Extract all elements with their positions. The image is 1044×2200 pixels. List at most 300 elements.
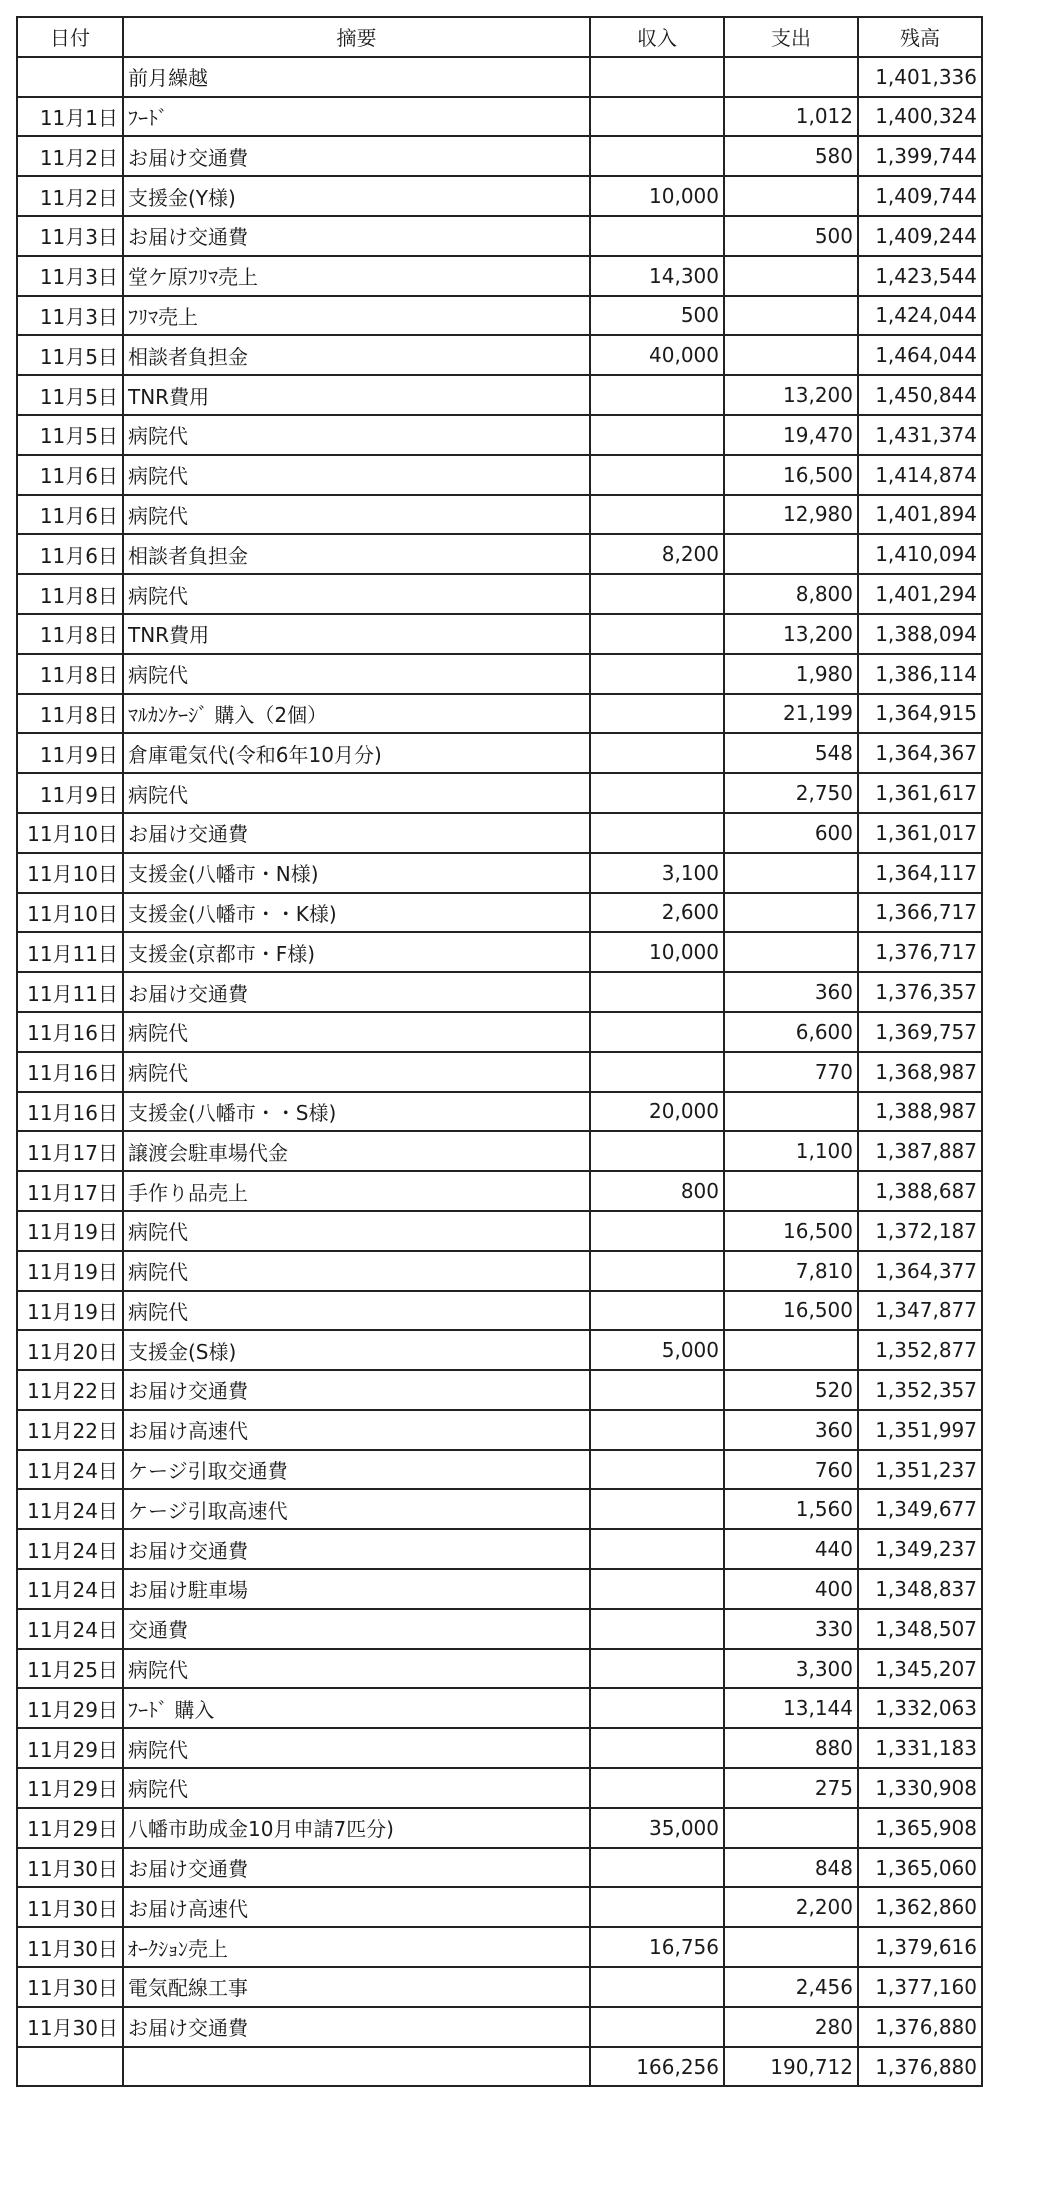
row-description: お届け交通費 — [123, 2007, 590, 2047]
row-income — [590, 1688, 724, 1728]
row-balance: 1,388,094 — [858, 614, 982, 654]
row-date: 11月5日 — [17, 375, 123, 415]
table-row — [17, 813, 982, 853]
row-expense: 16,500 — [724, 455, 858, 495]
table-row — [17, 1450, 982, 1490]
row-expense: 848 — [724, 1848, 858, 1888]
row-date: 11月8日 — [17, 574, 123, 614]
row-date: 11月16日 — [17, 1092, 123, 1132]
row-balance: 1,401,336 — [858, 57, 982, 97]
row-date: 11月3日 — [17, 256, 123, 296]
row-date: 11月19日 — [17, 1251, 123, 1291]
row-date: 11月24日 — [17, 1529, 123, 1569]
row-description: 八幡市助成金10月申請7匹分) — [123, 1808, 590, 1848]
row-date: 11月24日 — [17, 1450, 123, 1490]
row-balance: 1,388,687 — [858, 1171, 982, 1211]
row-income: 8,200 — [590, 534, 724, 574]
row-description: お届け交通費 — [123, 136, 590, 176]
table-row — [17, 1489, 982, 1529]
row-expense — [724, 1808, 858, 1848]
table-row — [17, 1251, 982, 1291]
header-income: 収入 — [590, 17, 724, 57]
row-balance: 1,361,617 — [858, 773, 982, 813]
row-date: 11月29日 — [17, 1768, 123, 1808]
row-income: 16,756 — [590, 1927, 724, 1967]
table-row — [17, 1171, 982, 1211]
row-balance: 1,365,060 — [858, 1848, 982, 1888]
row-balance: 1,423,544 — [858, 256, 982, 296]
row-balance: 1,362,860 — [858, 1887, 982, 1927]
row-description: ﾌｰﾄﾞ — [123, 97, 590, 137]
row-balance: 1,361,017 — [858, 813, 982, 853]
row-date: 11月6日 — [17, 534, 123, 574]
table-row — [17, 1609, 982, 1649]
row-date: 11月30日 — [17, 1887, 123, 1927]
row-balance: 1,431,374 — [858, 415, 982, 455]
row-balance: 1,364,367 — [858, 733, 982, 773]
row-balance: 1,352,357 — [858, 1370, 982, 1410]
row-description: 支援金(S様) — [123, 1330, 590, 1370]
row-balance: 1,330,908 — [858, 1768, 982, 1808]
row-income — [590, 375, 724, 415]
row-balance: 1,348,507 — [858, 1609, 982, 1649]
row-description: ケージ引取高速代 — [123, 1489, 590, 1529]
row-date: 11月30日 — [17, 1848, 123, 1888]
row-income — [590, 1370, 724, 1410]
row-date: 11月22日 — [17, 1370, 123, 1410]
row-expense: 880 — [724, 1728, 858, 1768]
row-expense: 330 — [724, 1609, 858, 1649]
row-expense — [724, 296, 858, 336]
row-description: 相談者負担金 — [123, 335, 590, 375]
row-expense: 6,600 — [724, 1012, 858, 1052]
row-description: 病院代 — [123, 1291, 590, 1331]
row-date: 11月29日 — [17, 1728, 123, 1768]
row-expense: 440 — [724, 1529, 858, 1569]
table-row — [17, 1927, 982, 1967]
row-expense: 548 — [724, 733, 858, 773]
row-description: 病院代 — [123, 574, 590, 614]
row-income — [590, 1967, 724, 2007]
row-income: 800 — [590, 1171, 724, 1211]
row-description: 病院代 — [123, 1052, 590, 1092]
row-description: ﾏﾙｶﾝｹｰｼﾞ 購入（2個） — [123, 694, 590, 734]
row-income — [590, 415, 724, 455]
row-balance: 1,348,837 — [858, 1569, 982, 1609]
row-balance: 1,351,237 — [858, 1450, 982, 1490]
row-date: 11月2日 — [17, 136, 123, 176]
header-balance: 残高 — [858, 17, 982, 57]
row-description: 病院代 — [123, 1768, 590, 1808]
row-expense: 520 — [724, 1370, 858, 1410]
row-expense: 1,980 — [724, 654, 858, 694]
row-income — [590, 1052, 724, 1092]
row-description: 病院代 — [123, 455, 590, 495]
row-income — [590, 1569, 724, 1609]
row-income — [590, 614, 724, 654]
row-description: ﾌﾘﾏ売上 — [123, 296, 590, 336]
row-expense — [724, 1171, 858, 1211]
row-income: 10,000 — [590, 176, 724, 216]
table-row — [17, 534, 982, 574]
row-expense: 280 — [724, 2007, 858, 2047]
table-row — [17, 455, 982, 495]
row-expense: 1,012 — [724, 97, 858, 137]
row-expense: 2,456 — [724, 1967, 858, 2007]
table-row — [17, 216, 982, 256]
row-expense — [724, 853, 858, 893]
table-row — [17, 1291, 982, 1331]
row-date: 11月8日 — [17, 694, 123, 734]
row-income — [590, 57, 724, 97]
table-row — [17, 853, 982, 893]
row-income — [590, 1768, 724, 1808]
row-date: 11月24日 — [17, 1489, 123, 1529]
row-date: 11月20日 — [17, 1330, 123, 1370]
row-expense: 12,980 — [724, 495, 858, 535]
row-expense: 275 — [724, 1768, 858, 1808]
row-expense: 760 — [724, 1450, 858, 1490]
row-description: お届け交通費 — [123, 1529, 590, 1569]
row-expense — [724, 893, 858, 933]
row-balance: 1,372,187 — [858, 1211, 982, 1251]
row-balance: 1,464,044 — [858, 335, 982, 375]
row-balance: 1,352,877 — [858, 1330, 982, 1370]
row-description: 病院代 — [123, 495, 590, 535]
table-row — [17, 932, 982, 972]
row-description: 交通費 — [123, 1609, 590, 1649]
row-expense: 2,200 — [724, 1887, 858, 1927]
row-expense: 13,200 — [724, 614, 858, 654]
row-description: 前月繰越 — [123, 57, 590, 97]
row-income: 35,000 — [590, 1808, 724, 1848]
row-description: お届け高速代 — [123, 1410, 590, 1450]
row-income: 2,600 — [590, 893, 724, 933]
row-description: 電気配線工事 — [123, 1967, 590, 2007]
row-expense: 500 — [724, 216, 858, 256]
row-date: 11月1日 — [17, 97, 123, 137]
row-expense: 8,800 — [724, 574, 858, 614]
row-expense: 7,810 — [724, 1251, 858, 1291]
row-balance: 1,401,294 — [858, 574, 982, 614]
row-date: 11月10日 — [17, 893, 123, 933]
header-expense: 支出 — [724, 17, 858, 57]
row-income — [590, 574, 724, 614]
row-income — [590, 1211, 724, 1251]
row-date: 11月11日 — [17, 972, 123, 1012]
table-row — [17, 176, 982, 216]
table-row — [17, 1967, 982, 2007]
table-row — [17, 574, 982, 614]
table-row — [17, 495, 982, 535]
row-balance: 1,345,207 — [858, 1649, 982, 1689]
row-balance: 1,414,874 — [858, 455, 982, 495]
row-expense: 19,470 — [724, 415, 858, 455]
row-income — [590, 1529, 724, 1569]
header-description: 摘要 — [123, 17, 590, 57]
row-expense — [724, 256, 858, 296]
row-date — [17, 57, 123, 97]
table-row — [17, 1728, 982, 1768]
row-description: 病院代 — [123, 415, 590, 455]
row-description: 堂ケ原ﾌﾘﾏ売上 — [123, 256, 590, 296]
row-date: 11月25日 — [17, 1649, 123, 1689]
row-expense — [724, 1330, 858, 1370]
row-income: 40,000 — [590, 335, 724, 375]
row-date: 11月29日 — [17, 1808, 123, 1848]
row-description: 支援金(京都市・F様) — [123, 932, 590, 972]
row-income — [590, 733, 724, 773]
row-date: 11月16日 — [17, 1012, 123, 1052]
row-income: 10,000 — [590, 932, 724, 972]
row-description: 手作り品売上 — [123, 1171, 590, 1211]
row-description: ケージ引取交通費 — [123, 1450, 590, 1490]
row-expense — [724, 1092, 858, 1132]
row-description: 支援金(八幡市・・K様) — [123, 893, 590, 933]
row-date: 11月5日 — [17, 415, 123, 455]
row-balance: 1,364,377 — [858, 1251, 982, 1291]
row-expense: 13,144 — [724, 1688, 858, 1728]
row-income — [590, 1450, 724, 1490]
row-date: 11月30日 — [17, 1927, 123, 1967]
row-income — [590, 1848, 724, 1888]
row-date: 11月11日 — [17, 932, 123, 972]
row-income — [590, 1410, 724, 1450]
row-description: お届け駐車場 — [123, 1569, 590, 1609]
row-description: お届け交通費 — [123, 1848, 590, 1888]
row-balance: 1,424,044 — [858, 296, 982, 336]
row-description: お届け交通費 — [123, 216, 590, 256]
row-balance: 1,332,063 — [858, 1688, 982, 1728]
table-row — [17, 1649, 982, 1689]
row-balance: 1,450,844 — [858, 375, 982, 415]
table-row — [17, 614, 982, 654]
row-balance: 1,349,677 — [858, 1489, 982, 1529]
row-expense — [724, 1927, 858, 1967]
row-income: 5,000 — [590, 1330, 724, 1370]
table-row — [17, 972, 982, 1012]
table-row — [17, 694, 982, 734]
row-description: TNR費用 — [123, 614, 590, 654]
table-row — [17, 1529, 982, 1569]
row-description: ｵｰｸｼｮﾝ売上 — [123, 1927, 590, 1967]
row-date: 11月16日 — [17, 1052, 123, 1092]
row-description: お届け高速代 — [123, 1887, 590, 1927]
row-balance: 1,409,244 — [858, 216, 982, 256]
row-balance: 1,368,987 — [858, 1052, 982, 1092]
row-balance: 1,409,744 — [858, 176, 982, 216]
row-date: 11月9日 — [17, 733, 123, 773]
row-income — [590, 773, 724, 813]
row-date: 11月17日 — [17, 1131, 123, 1171]
row-expense: 16,500 — [724, 1291, 858, 1331]
row-income: 3,100 — [590, 853, 724, 893]
table-row — [17, 57, 982, 97]
row-income — [590, 972, 724, 1012]
row-income: 14,300 — [590, 256, 724, 296]
table-row — [17, 1848, 982, 1888]
row-income — [590, 1887, 724, 1927]
row-balance: 1,369,757 — [858, 1012, 982, 1052]
row-date: 11月5日 — [17, 335, 123, 375]
row-description: 病院代 — [123, 1649, 590, 1689]
table-row — [17, 1370, 982, 1410]
table-row — [17, 773, 982, 813]
row-income — [590, 694, 724, 734]
table-row — [17, 893, 982, 933]
row-description: 病院代 — [123, 1211, 590, 1251]
row-description: ﾌｰﾄﾞ 購入 — [123, 1688, 590, 1728]
row-expense — [724, 534, 858, 574]
row-expense: 16,500 — [724, 1211, 858, 1251]
row-balance: 1,365,908 — [858, 1808, 982, 1848]
table-row — [17, 335, 982, 375]
totals-date — [17, 2047, 123, 2087]
row-description: 病院代 — [123, 654, 590, 694]
row-expense: 360 — [724, 972, 858, 1012]
row-description: 支援金(Y様) — [123, 176, 590, 216]
row-date: 11月29日 — [17, 1688, 123, 1728]
totals-row — [17, 2047, 982, 2087]
row-expense: 13,200 — [724, 375, 858, 415]
row-description: 譲渡会駐車場代金 — [123, 1131, 590, 1171]
row-date: 11月3日 — [17, 296, 123, 336]
header-date: 日付 — [17, 17, 123, 57]
row-balance: 1,364,915 — [858, 694, 982, 734]
row-description: 病院代 — [123, 773, 590, 813]
row-income — [590, 1649, 724, 1689]
row-balance: 1,401,894 — [858, 495, 982, 535]
row-date: 11月9日 — [17, 773, 123, 813]
totals-description — [123, 2047, 590, 2087]
row-date: 11月2日 — [17, 176, 123, 216]
row-balance: 1,349,237 — [858, 1529, 982, 1569]
table-row — [17, 2007, 982, 2047]
row-date: 11月19日 — [17, 1211, 123, 1251]
total-balance: 1,376,880 — [858, 2047, 982, 2087]
row-date: 11月17日 — [17, 1171, 123, 1211]
row-date: 11月22日 — [17, 1410, 123, 1450]
row-income — [590, 654, 724, 694]
row-expense: 770 — [724, 1052, 858, 1092]
row-date: 11月19日 — [17, 1291, 123, 1331]
row-balance: 1,347,877 — [858, 1291, 982, 1331]
row-balance: 1,400,324 — [858, 97, 982, 137]
row-date: 11月10日 — [17, 813, 123, 853]
row-description: 病院代 — [123, 1251, 590, 1291]
row-expense — [724, 932, 858, 972]
row-expense: 21,199 — [724, 694, 858, 734]
row-income — [590, 1728, 724, 1768]
total-expense: 190,712 — [724, 2047, 858, 2087]
header-row — [17, 17, 982, 57]
row-description: 支援金(八幡市・N様) — [123, 853, 590, 893]
row-date: 11月3日 — [17, 216, 123, 256]
row-date: 11月30日 — [17, 1967, 123, 2007]
row-description: TNR費用 — [123, 375, 590, 415]
row-expense — [724, 335, 858, 375]
row-income — [590, 1489, 724, 1529]
table-row — [17, 1768, 982, 1808]
row-description: お届け交通費 — [123, 972, 590, 1012]
row-expense: 600 — [724, 813, 858, 853]
row-income — [590, 455, 724, 495]
row-balance: 1,388,987 — [858, 1092, 982, 1132]
row-balance: 1,331,183 — [858, 1728, 982, 1768]
table-row — [17, 1410, 982, 1450]
row-description: 相談者負担金 — [123, 534, 590, 574]
row-expense: 360 — [724, 1410, 858, 1450]
row-date: 11月8日 — [17, 654, 123, 694]
table-row — [17, 415, 982, 455]
table-row — [17, 1052, 982, 1092]
row-date: 11月24日 — [17, 1569, 123, 1609]
table-row — [17, 1131, 982, 1171]
row-income: 20,000 — [590, 1092, 724, 1132]
table-row — [17, 1012, 982, 1052]
row-income — [590, 1291, 724, 1331]
row-expense: 1,560 — [724, 1489, 858, 1529]
table-row — [17, 136, 982, 176]
row-balance: 1,377,160 — [858, 1967, 982, 2007]
row-expense — [724, 57, 858, 97]
row-income — [590, 2007, 724, 2047]
row-expense: 2,750 — [724, 773, 858, 813]
row-balance: 1,364,117 — [858, 853, 982, 893]
table-row — [17, 97, 982, 137]
table-row — [17, 296, 982, 336]
row-description: お届け交通費 — [123, 1370, 590, 1410]
row-description: 倉庫電気代(令和6年10月分) — [123, 733, 590, 773]
table-row — [17, 1092, 982, 1132]
row-date: 11月6日 — [17, 495, 123, 535]
table-row — [17, 1688, 982, 1728]
row-income: 500 — [590, 296, 724, 336]
row-income — [590, 97, 724, 137]
row-date: 11月6日 — [17, 455, 123, 495]
row-expense: 400 — [724, 1569, 858, 1609]
table-row — [17, 1887, 982, 1927]
total-income: 166,256 — [590, 2047, 724, 2087]
row-balance: 1,366,717 — [858, 893, 982, 933]
table-row — [17, 733, 982, 773]
table-row — [17, 1569, 982, 1609]
row-balance: 1,376,717 — [858, 932, 982, 972]
row-balance: 1,379,616 — [858, 1927, 982, 1967]
row-income — [590, 136, 724, 176]
ledger-table — [16, 16, 983, 2087]
row-balance: 1,387,887 — [858, 1131, 982, 1171]
table-row — [17, 1211, 982, 1251]
row-income — [590, 495, 724, 535]
row-description: 支援金(八幡市・・S様) — [123, 1092, 590, 1132]
row-balance: 1,376,880 — [858, 2007, 982, 2047]
row-income — [590, 813, 724, 853]
row-income — [590, 216, 724, 256]
row-income — [590, 1251, 724, 1291]
row-date: 11月30日 — [17, 2007, 123, 2047]
row-expense: 580 — [724, 136, 858, 176]
table-row — [17, 256, 982, 296]
row-expense: 1,100 — [724, 1131, 858, 1171]
table-row — [17, 654, 982, 694]
row-date: 11月8日 — [17, 614, 123, 654]
row-expense: 3,300 — [724, 1649, 858, 1689]
table-row — [17, 375, 982, 415]
row-income — [590, 1609, 724, 1649]
row-description: 病院代 — [123, 1728, 590, 1768]
row-income — [590, 1012, 724, 1052]
